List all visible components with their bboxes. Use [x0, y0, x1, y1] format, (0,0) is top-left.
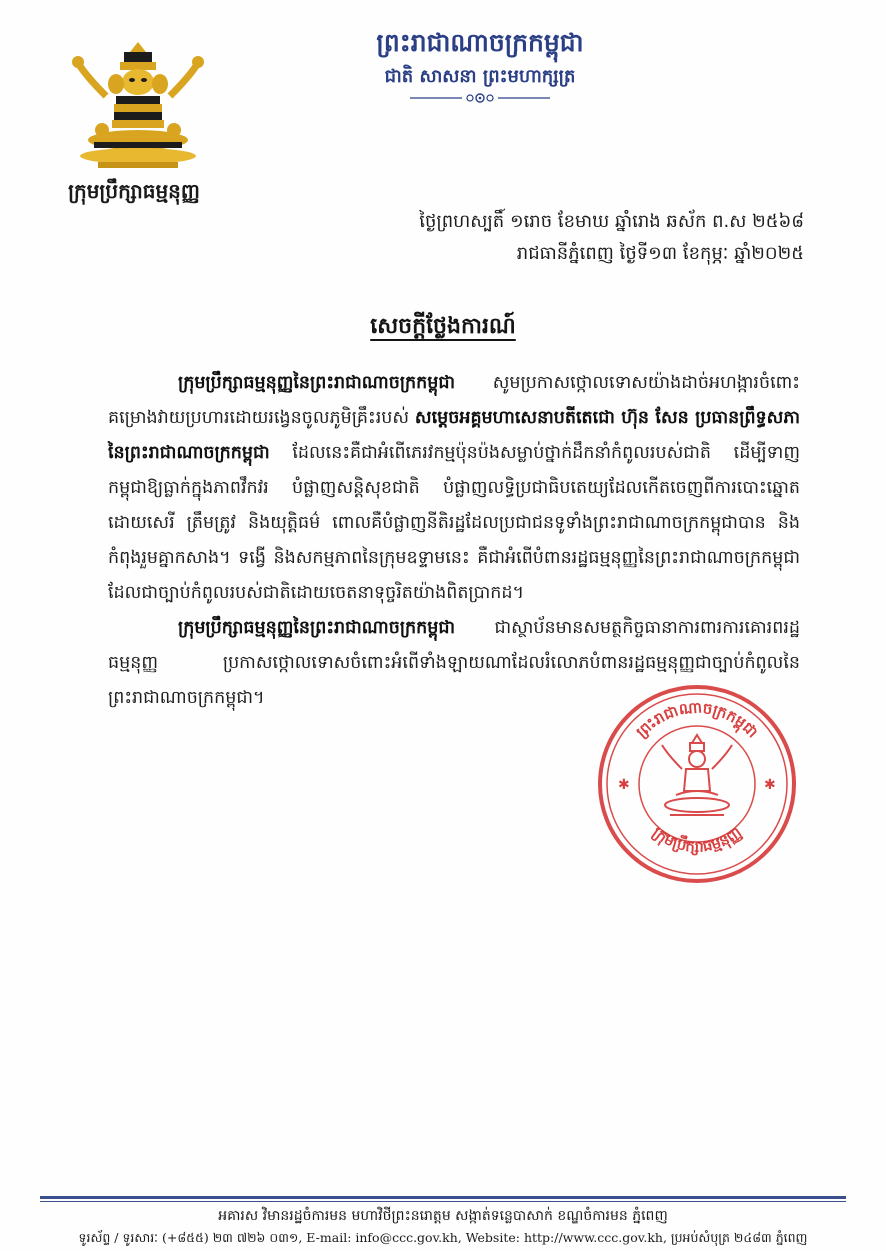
- footer-address: អគារស វិមានរដ្ឋចំការមន មហាវិថីព្រះនរោត្តម សង្កាត់ទន្លេបាសាក់ ខណ្ឌចំការមន ភ្នំពេញ: [218, 1208, 668, 1224]
- footer-contact: ទូរស័ព្ទ / ទូរសារៈ (+៨៥៥) ២៣ ៧២៦ ០៣១, E-mail: info@ccc.gov.kh, Website: http://www.ccc.gov.kh, ប្រអប់សំបុត្រ ២៤៨៣ ភ្នំពេញ: [78, 1230, 808, 1245]
- organization-name: ក្រុមប្រឹក្សាធម្មនុញ្ញ: [68, 179, 200, 203]
- footer: [0, 1205, 886, 1249]
- footer-divider-thick: [40, 1196, 846, 1199]
- statement-body: [108, 366, 800, 716]
- constitutional-council-emblem-icon: [58, 38, 218, 178]
- header-ornament-icon: [410, 90, 550, 106]
- paragraph-1-organization: ក្រុមប្រឹក្សាធម្មនុញ្ញនៃព្រះរាជាណាចក្រកម្ពុជា: [178, 373, 456, 393]
- paragraph-1-person: សម្ដេចអគ្គមហាសេនាបតីតេជោ ហ៊ុន សែន ប្រធានព្រឹទ្ធសភានៃព្រះរាជាណាចក្រកម្ពុជា: [108, 408, 800, 463]
- national-motto: ជាតិ សាសនា ព្រះមហាក្សត្រ: [384, 66, 576, 87]
- paragraph-1: [108, 366, 800, 611]
- seal-bottom-text: ក្រុមប្រឹក្សាធម្មនុញ្ញ: [649, 823, 745, 856]
- kingdom-header: [330, 26, 630, 90]
- seal-star-left-icon: ✱: [618, 777, 630, 793]
- paragraph-2-text: ជាស្ថាប័នមានសមត្ថកិច្ចធានាការពារការគោរពរដ្ឋធម្មនុញ្ញ ប្រកាសថ្កោលទោសចំពោះអំពើទាំងឡាយណាដែលរំលោភបំពានរដ្ឋធម្មនុញ្ញជាច្បាប់កំពូលនៃព្រះរាជាណាចក្រកម្ពុជា។: [108, 618, 800, 708]
- footer-divider-thin: [40, 1201, 846, 1202]
- seal-star-right-icon: ✱: [764, 777, 776, 793]
- paragraph-2-organization: ក្រុមប្រឹក្សាធម្មនុញ្ញនៃព្រះរាជាណាចក្រកម្ពុជា: [178, 618, 456, 638]
- seal-top-text: ព្រះរាជាណាចក្រកម្ពុជា: [632, 698, 762, 742]
- official-seal: [596, 683, 798, 885]
- svg-text:ក្រុមប្រឹក្សាធម្មនុញ្ញ: [648, 823, 745, 856]
- seal-emblem-icon: [662, 735, 732, 815]
- paragraph-1-text-1: សូមប្រកាសថ្កោលទោសយ៉ាងដាច់អហង្ការចំពោះគម្រោងវាយប្រហារដោយរង្វេនចូលភូមិគ្រឹះរបស់: [108, 373, 800, 428]
- document-title: សេចក្ដីថ្លែងការណ៍: [370, 314, 516, 339]
- lunar-date: ថ្ងៃព្រហស្បតិ៍ ១រោច ខែមាឃ ឆ្នាំរោង ឆស័ក ព.ស ២៥៦៨: [419, 211, 804, 232]
- solar-date: រាជធានីភ្នំពេញ ថ្ងៃទី១៣ ខែកុម្ភៈ ឆ្នាំ២០២៥: [516, 243, 804, 264]
- date-block: [419, 206, 804, 270]
- paragraph-1-text-2: ដែលនេះគឺជាអំពើភេរវកម្មប៉ុនប៉ងសម្លាប់ថ្នាក់ដឹកនាំកំពូលរបស់ជាតិ ដើម្បីទាញកម្ពុជាឱ្យធ្លាក់ក្នុងភាពវឹកវរ បំផ្លាញសន្តិសុខជាតិ បំផ្លាញលទ្ធិប្រជាធិបតេយ្យដែលកើតចេញពីការបោះឆ្នោតដោយសេរី ត្រឹមត្រូវ និងយុត្តិធម៌ ពោលគឺបំផ្លាញនីតិរដ្ឋដែលប្រជាជនទូទាំងព្រះរាជាណាចក្រកម្ពុជាបាន និងកំពុងរួមគ្នាកសាង។ ទង្វើ និងសកម្មភាពនៃក្រុមឧទ្ទាមនេះ គឺជាអំពើបំពានរដ្ឋធម្មនុញ្ញនៃព្រះរាជាណាចក្រកម្ពុជាដែលជាច្បាប់កំពូលរបស់ជាតិដោយចេតនាទុច្ចរិតយ៉ាងពិតប្រាកដ។: [108, 443, 800, 603]
- kingdom-title: ព្រះរាជាណាចក្រកម្ពុជា: [376, 28, 584, 57]
